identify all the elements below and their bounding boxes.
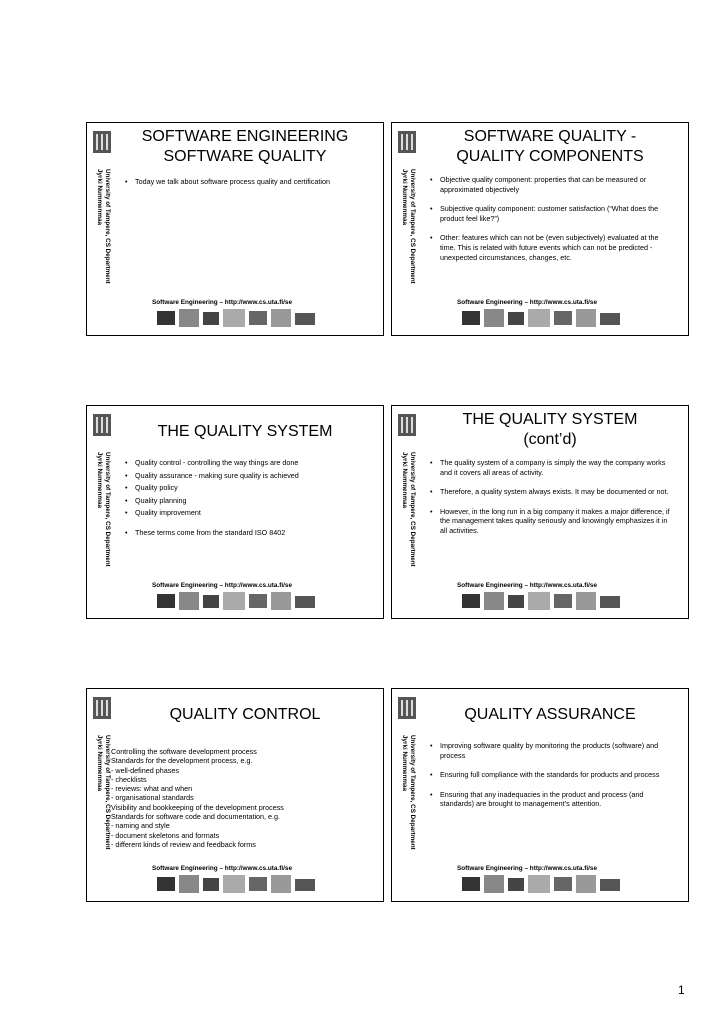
side-label-department: University of Tampere, CS Department bbox=[104, 169, 111, 284]
slide-content bbox=[430, 458, 674, 536]
university-pillar-logo bbox=[398, 414, 416, 436]
footer-link: Software Engineering – http://www.cs.uta.fi/se bbox=[457, 582, 598, 589]
content-line: - checklists bbox=[111, 774, 147, 784]
bullet: • Other: features which can not be (even subjectively) evaluated at the time. This is related with future events which can not be predicted - unexpected circumstances, changes, etc. bbox=[430, 233, 674, 262]
bullet: • Objective quality component: properties that can be measured or approximated objectively bbox=[430, 175, 674, 194]
content-line: Standards for software code and documentation, e.g. bbox=[111, 812, 281, 822]
bullet: • Ensuring full compliance with the standards for products and process bbox=[430, 770, 674, 780]
title-line-1: THE QUALITY SYSTEM bbox=[157, 423, 333, 440]
title-line-1: SOFTWARE ENGINEERING bbox=[141, 128, 349, 145]
content-line: Visibility and bookkeeping of the development process bbox=[111, 802, 284, 812]
side-label bbox=[87, 169, 113, 319]
slide-title bbox=[115, 705, 375, 725]
slide-title bbox=[420, 705, 680, 725]
title-line-1: SOFTWARE QUALITY - bbox=[463, 128, 637, 145]
decorative-image-strip bbox=[462, 309, 620, 327]
title-line-2: QUALITY COMPONENTS bbox=[456, 148, 644, 165]
slide-title bbox=[420, 127, 680, 167]
title-line-1: THE QUALITY SYSTEM bbox=[462, 411, 638, 428]
bullet: • Quality policy bbox=[125, 483, 369, 493]
bullet: • These terms come from the standard ISO 8402 bbox=[125, 528, 369, 538]
title-line-1: QUALITY ASSURANCE bbox=[464, 706, 636, 723]
bullet: • Therefore, a quality system always exists. It may be documented or not. bbox=[430, 487, 674, 497]
side-label bbox=[392, 735, 418, 885]
side-label-author: Jyrki Nummenmaa bbox=[401, 169, 408, 225]
title-line-1: QUALITY CONTROL bbox=[169, 706, 321, 723]
content-line: - organisational standards bbox=[111, 793, 194, 803]
content-line: - naming and style bbox=[111, 821, 170, 831]
slide-title bbox=[115, 422, 375, 442]
footer-link: Software Engineering – http://www.cs.uta.fi/se bbox=[152, 299, 293, 306]
title-line-2: (cont’d) bbox=[523, 431, 577, 448]
side-label-department: University of Tampere, CS Department bbox=[104, 735, 111, 850]
side-label-author: Jyrki Nummenmaa bbox=[96, 735, 103, 791]
university-pillar-logo bbox=[398, 131, 416, 153]
side-label-author: Jyrki Nummenmaa bbox=[96, 452, 103, 508]
side-label-department: University of Tampere, CS Department bbox=[104, 452, 111, 567]
title-line-2: SOFTWARE QUALITY bbox=[163, 148, 327, 165]
bullet: • Quality control - controlling the way things are done bbox=[125, 458, 369, 468]
content-line: - document skeletons and formats bbox=[111, 830, 220, 840]
slide-content bbox=[430, 175, 674, 262]
side-label bbox=[87, 735, 113, 885]
bullet: • Quality assurance - making sure quality is achieved bbox=[125, 471, 369, 481]
decorative-image-strip bbox=[157, 875, 315, 893]
decorative-image-strip bbox=[157, 309, 315, 327]
decorative-image-strip bbox=[462, 592, 620, 610]
bullet: • Quality planning bbox=[125, 496, 369, 506]
footer-link: Software Engineering – http://www.cs.uta.fi/se bbox=[152, 865, 293, 872]
side-label-author: Jyrki Nummenmaa bbox=[96, 169, 103, 225]
university-pillar-logo bbox=[93, 131, 111, 153]
slide-title bbox=[420, 410, 680, 450]
slide-content bbox=[111, 747, 369, 849]
university-pillar-logo bbox=[93, 414, 111, 436]
slide-software-engineering bbox=[86, 122, 384, 336]
content-line: - reviews: what and when bbox=[111, 784, 193, 794]
slide-quality-system-contd bbox=[391, 405, 689, 619]
slide-quality-assurance bbox=[391, 688, 689, 902]
footer-link: Software Engineering – http://www.cs.uta.fi/se bbox=[152, 582, 293, 589]
bullet: • Improving software quality by monitoring the products (software) and process bbox=[430, 741, 674, 760]
bullet: • Ensuring that any inadequacies in the product and process (and standards) are brought to management’s attention. bbox=[430, 790, 674, 809]
footer-link: Software Engineering – http://www.cs.uta.fi/se bbox=[457, 299, 598, 306]
slide-quality-components bbox=[391, 122, 689, 336]
page-number: 1 bbox=[678, 983, 685, 997]
side-label bbox=[392, 169, 418, 319]
bullet: • Today we talk about software process quality and certification bbox=[125, 177, 369, 187]
slide-title bbox=[115, 127, 375, 167]
bullet: • Quality improvement bbox=[125, 508, 369, 518]
decorative-image-strip bbox=[462, 875, 620, 893]
content-line: - well-defined phases bbox=[111, 765, 179, 775]
content-line: Standards for the development process, e.g. bbox=[111, 756, 253, 766]
bullet: • Subjective quality component: customer satisfaction (“What does the product feel like?”) bbox=[430, 204, 674, 223]
side-label-department: University of Tampere, CS Department bbox=[409, 452, 416, 567]
slide-quality-control bbox=[86, 688, 384, 902]
bullet: • The quality system of a company is simply the way the company works and it covers all areas of activity. bbox=[430, 458, 674, 477]
university-pillar-logo bbox=[398, 697, 416, 719]
slide-content bbox=[430, 741, 674, 809]
content-line: - different kinds of review and feedback forms bbox=[111, 839, 256, 849]
slide-content bbox=[125, 177, 369, 187]
side-label-department: University of Tampere, CS Department bbox=[409, 735, 416, 850]
side-label-author: Jyrki Nummenmaa bbox=[401, 452, 408, 508]
side-label bbox=[392, 452, 418, 602]
decorative-image-strip bbox=[157, 592, 315, 610]
side-label bbox=[87, 452, 113, 602]
university-pillar-logo bbox=[93, 697, 111, 719]
slide-content bbox=[125, 458, 369, 538]
side-label-department: University of Tampere, CS Department bbox=[409, 169, 416, 284]
side-label-author: Jyrki Nummenmaa bbox=[401, 735, 408, 791]
content-line: Controlling the software development process bbox=[111, 747, 257, 756]
slide-quality-system bbox=[86, 405, 384, 619]
bullet: • However, in the long run in a big company it makes a major difference, if the management takes quality seriously and knowingly emphasizes it in all activities. bbox=[430, 507, 674, 536]
footer-link: Software Engineering – http://www.cs.uta.fi/se bbox=[457, 865, 598, 872]
